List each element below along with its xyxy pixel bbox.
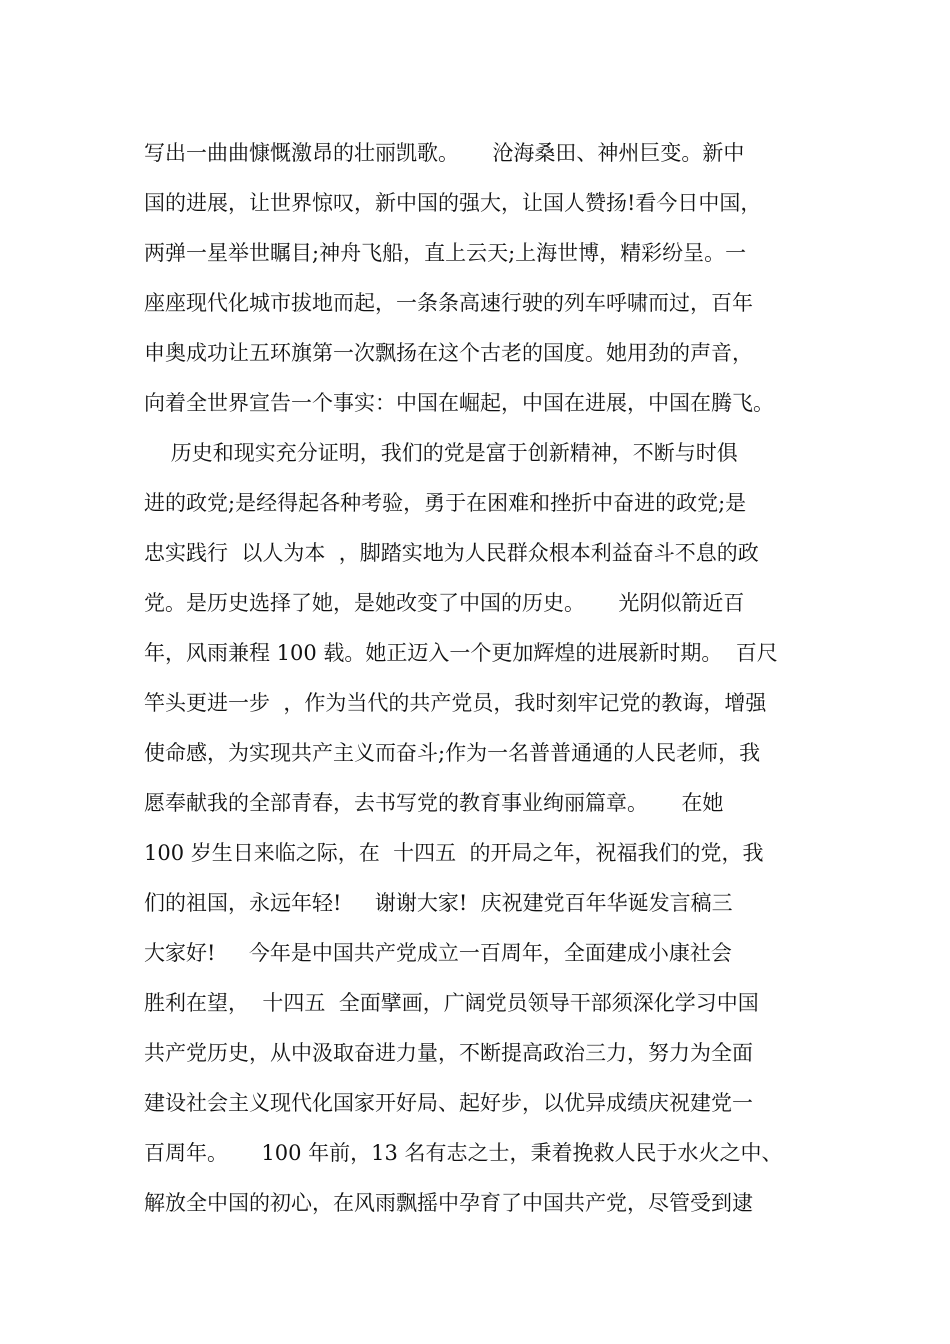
- text-line: 共产党历史，从中汲取奋进力量，不断提高政治三力，努力为全面: [144, 1041, 753, 1065]
- text-line: 竿头更进一步 ，作为当代的共产党员，我时刻牢记党的教诲，增强: [144, 691, 767, 715]
- text-line: 国的进展，让世界惊叹，新中国的强大，让国人赞扬!看今日中国，: [144, 191, 762, 215]
- body-text: [144, 128, 834, 1228]
- text-line: 100 岁生日来临之际，在 十四五 的开局之年，祝福我们的党，我: [144, 841, 764, 865]
- text-line: 使命感，为实现共产主义而奋斗;作为一名普普通通的人民老师，我: [144, 741, 761, 765]
- text-line: 们的祖国，永远年轻! 谢谢大家! 庆祝建党百年华诞发言稿三: [144, 891, 733, 915]
- text-line: 胜利在望， 十四五 全面擘画，广阔党员领导干部须深化学习中国: [144, 991, 759, 1015]
- text-line: 党。是历史选择了她，是她改变了中国的历史。 光阴似箭近百: [144, 591, 745, 615]
- text-line: 进的政党;是经得起各种考验，勇于在困难和挫折中奋进的政党;是: [144, 491, 747, 515]
- text-line: 座座现代化城市拔地而起，一条条高速行驶的列车呼啸而过，百年: [144, 291, 753, 315]
- text-line: 向着全世界宣告一个事实：中国在崛起，中国在进展，中国在腾飞。: [144, 391, 774, 415]
- text-line: 建设社会主义现代化国家开好局、起好步，以优异成绩庆祝建党一: [144, 1091, 753, 1115]
- text-line: 写出一曲曲慷慨激昂的壮丽凯歌。 沧海桑田、神州巨变。新中: [144, 141, 745, 165]
- text-line: 解放全中国的初心，在风雨飘摇中孕育了中国共产党，尽管受到逮: [144, 1191, 753, 1215]
- text-line: 大家好! 今年是中国共产党成立一百周年，全面建成小康社会: [144, 941, 732, 965]
- text-line: 忠实践行 以人为本 ，脚踏实地为人民群众根本利益奋斗不息的政: [144, 541, 759, 565]
- text-line: 百周年。 100 年前，13 名有志之士，秉着挽救人民于水火之中、: [144, 1141, 783, 1165]
- text-line: 年，风雨兼程 100 载。她正迈入一个更加辉煌的进展新时期。 百尺: [144, 641, 778, 665]
- text-line: 两弹一星举世瞩目;神舟飞船，直上云天;上海世博，精彩纷呈。一: [144, 241, 747, 265]
- text-line: 历史和现实充分证明，我们的党是富于创新精神，不断与时俱: [144, 441, 738, 465]
- text-line: 申奥成功让五环旗第一次飘扬在这个古老的国度。她用劲的声音，: [144, 341, 753, 365]
- text-line: 愿奉献我的全部青春，去书写党的教育事业绚丽篇章。 在她: [144, 791, 724, 815]
